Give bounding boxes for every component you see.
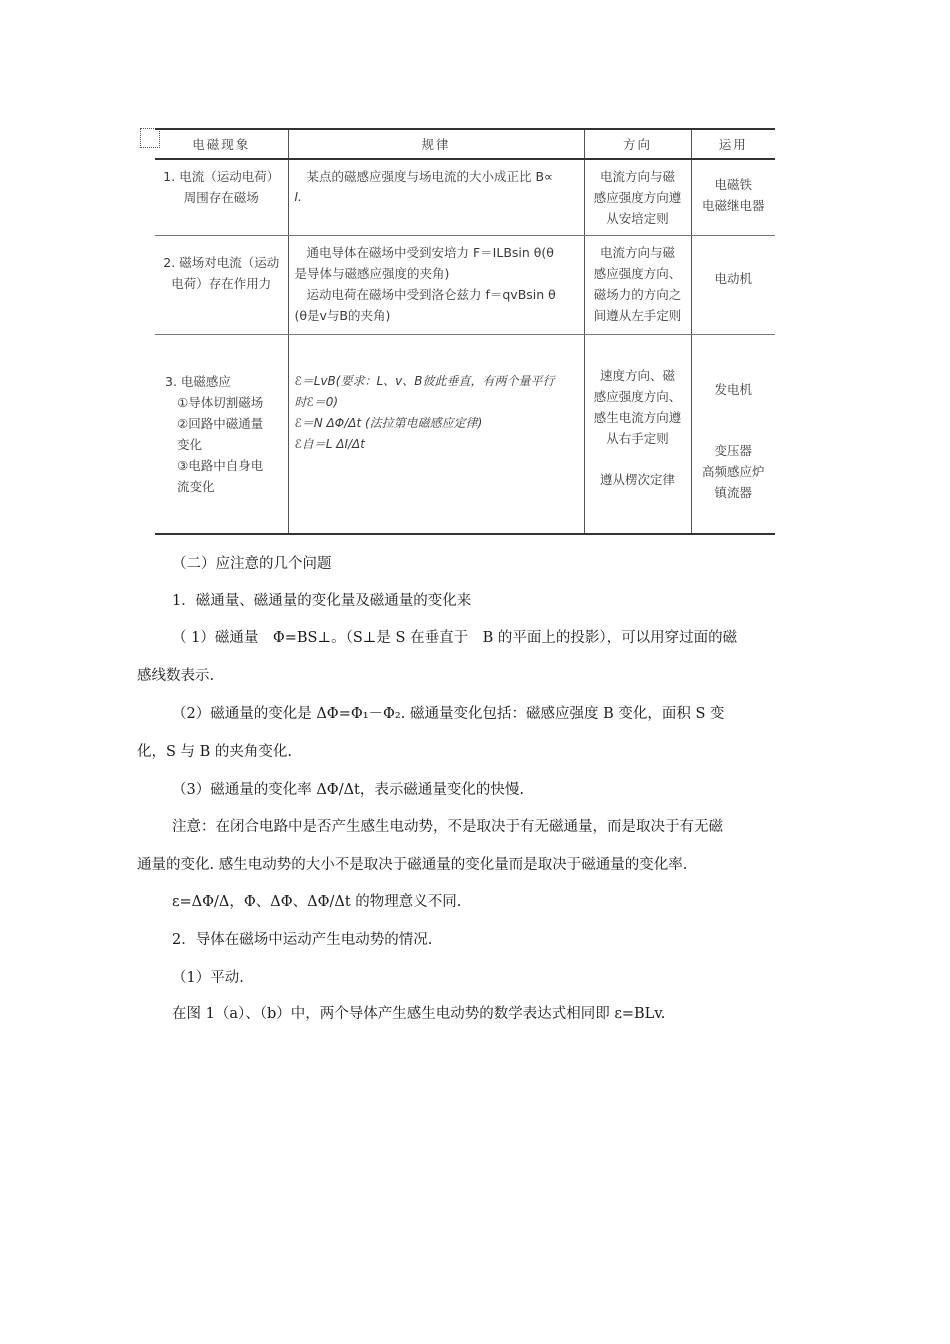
header-direction: 方向 xyxy=(584,129,691,159)
cell-application xyxy=(691,335,775,535)
text-line: 感应强度方向遵 xyxy=(593,190,682,205)
text-line: 发电机 xyxy=(714,382,752,397)
text-line: ℰ自＝L ΔI/Δt xyxy=(294,437,365,451)
text-line: 间遵从左手定则 xyxy=(593,308,682,323)
text-line: 电磁铁 xyxy=(714,177,752,192)
text-line: ①导体切割磁场 xyxy=(177,395,264,410)
text-line: 变压器 xyxy=(714,443,752,458)
text-line: 电磁继电器 xyxy=(701,198,765,213)
text-line: 通电导体在磁场中受到安培力 F＝ILBsin θ(θ xyxy=(306,245,554,260)
table-header-row xyxy=(155,129,775,159)
item-heading: 1．磁通量、磁通量的变化量及磁通量的变化来 xyxy=(172,593,472,609)
paragraph: （ 1）磁通量 Φ=BS⊥。（S⊥是 S 在垂直于 B 的平面上的投影），可以用穿过面的磁 xyxy=(172,630,738,646)
text-line: 是导体与磁感应强度的夹角) xyxy=(294,266,450,281)
paragraph: 感线数表示. xyxy=(137,668,215,684)
text-line: 周围存在磁场 xyxy=(183,190,259,205)
table-row xyxy=(155,335,775,535)
header-application: 运用 xyxy=(691,129,775,159)
cell-law xyxy=(288,159,584,236)
table-row xyxy=(155,159,775,236)
electromagnetism-table xyxy=(155,128,775,535)
text-line: 感应强度方向、 xyxy=(593,389,682,404)
text-line: 从安培定则 xyxy=(606,211,669,226)
cell-direction xyxy=(584,335,691,535)
paragraph: （3）磁通量的变化率 ΔΦ/Δt，表示磁通量变化的快慢. xyxy=(172,782,524,798)
text-line: 运动电荷在磁场中受到洛仑兹力 f＝qvBsin θ xyxy=(306,287,556,302)
electromagnetism-table-region xyxy=(155,128,775,524)
text-line: 1. 电流（运动电荷） xyxy=(163,169,280,184)
cell-application xyxy=(691,236,775,335)
paragraph: 化，S 与 B 的夹角变化. xyxy=(137,744,293,760)
cell-phenomenon xyxy=(155,159,288,236)
section-heading: （二）应注意的几个问题 xyxy=(172,556,332,572)
text-line: 感生电流方向遵 xyxy=(593,410,682,425)
text-line: 电动机 xyxy=(714,271,752,286)
text-line: 3. 电磁感应 xyxy=(165,374,231,389)
paragraph: 在图 1（a）、（b）中，两个导体产生感生电动势的数学表达式相同即 ε=BLv. xyxy=(172,1006,666,1022)
text-line: 电流方向与磁 xyxy=(599,245,675,260)
paragraph: ε=ΔΦ/Δ，Φ、ΔΦ、ΔΦ/Δt 的物理意义不同. xyxy=(172,894,462,910)
paragraph: 通量的变化. 感生电动势的大小不是取决于磁通量的变化量而是取决于磁通量的变化率. xyxy=(137,857,688,873)
text-line: ℰ＝N ΔΦ/Δt (法拉第电磁感应定律) xyxy=(294,416,483,430)
paragraph: （1）平动. xyxy=(172,970,244,986)
text-line: 磁场力的方向之 xyxy=(593,287,682,302)
text-line: 某点的磁感应强度与场电流的大小成正比 B∝ xyxy=(306,169,553,184)
text-line: 速度方向、磁 xyxy=(599,368,675,383)
text-line: 从右手定则 xyxy=(606,431,669,446)
header-phenomenon: 电磁现象 xyxy=(155,129,288,159)
paragraph: （2）磁通量的变化是 ΔΦ=Φ₁－Φ₂. 磁通量变化包括：磁感应强度 B 变化，面积 S 变 xyxy=(172,706,725,722)
text-line: 感应强度方向、 xyxy=(593,266,682,281)
text-line: 2. 磁场对电流（运动 xyxy=(163,255,280,270)
cell-law xyxy=(288,236,584,335)
cell-direction xyxy=(584,159,691,236)
cell-law xyxy=(288,335,584,535)
text-line: ℰ＝LvB(要求：L、v、B彼此垂直，有两个量平行 xyxy=(294,374,555,388)
text-line: 变化 xyxy=(177,437,203,452)
paragraph: 注意：在闭合电路中是否产生感生电动势，不是取决于有无磁通量，而是取决于有无磁 xyxy=(172,819,723,835)
text-line: 镇流器 xyxy=(714,485,752,500)
cell-application xyxy=(691,159,775,236)
text-line: ②回路中磁通量 xyxy=(177,416,264,431)
cell-direction xyxy=(584,236,691,335)
cell-phenomenon xyxy=(155,236,288,335)
text-line: 时ℰ＝0) xyxy=(294,395,339,409)
text-line: 遵从楞次定律 xyxy=(599,472,675,487)
cell-phenomenon xyxy=(155,335,288,535)
text-line: 电荷）存在作用力 xyxy=(171,276,272,291)
text-line: (θ是v与B的夹角) xyxy=(294,308,391,323)
text-line: I. xyxy=(294,190,302,204)
table-row xyxy=(155,236,775,335)
text-line: 电流方向与磁 xyxy=(599,169,675,184)
text-line: 高频感应炉 xyxy=(701,464,765,479)
text-line: ③电路中自身电 xyxy=(177,458,264,473)
header-law: 规律 xyxy=(288,129,584,159)
text-line: 流变化 xyxy=(177,479,215,494)
item-heading: 2．导体在磁场中运动产生电动势的情况. xyxy=(172,932,433,948)
